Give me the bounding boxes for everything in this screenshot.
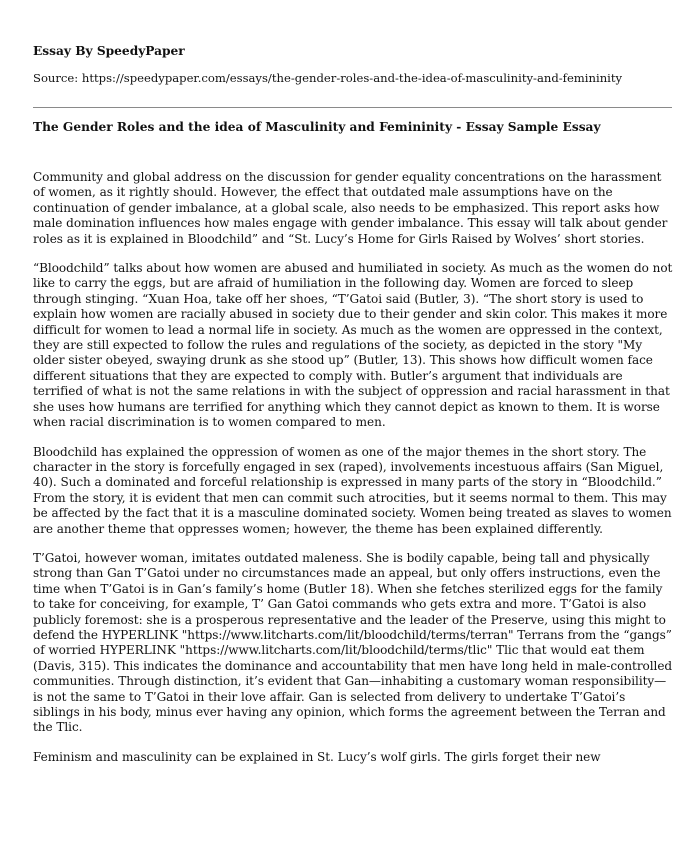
essay-title: The Gender Roles and the idea of Masculinity and Femininity - Essay Sample Essay xyxy=(33,120,601,134)
horizontal-divider xyxy=(33,107,672,108)
paragraph: “Bloodchild” talks about how women are abused and humiliated in society. As much as the women do not like to carry the eggs, but are afraid of humiliation in the following day. Women are forced to sleep through stinging. “Xuan Hoa, take off her shoes, “T’Gatoi said (Butler, 3). “The short story is used to explain how women are racially abused in society due to their gender and skin color. This makes it more difficult for women to lead a normal life in society. As much as the women are oppressed in the context, they are still expected to follow the rules and regulations of the society, as depicted in the story "My older sister obeyed, swaying drunk as she stood up” (Butler, 13). This shows how difficult women face different situations that they are expected to comply with. Butler’s argument that individuals are terrified of what is not the same relations in with the subject of oppression and racial harassment in that she uses how humans are terrified for anything which they cannot depict as known to them. It is worse when racial discrimination is to women compared to men. xyxy=(33,261,673,430)
publisher-heading: Essay By SpeedyPaper xyxy=(33,44,185,58)
paragraph: Feminism and masculinity can be explained in St. Lucy’s wolf girls. The girls forget their new xyxy=(33,749,601,764)
paragraph: Community and global address on the discussion for gender equality concentrations on the harassment of women, as it rightly should. However, the effect that outdated male assumptions have on the continuation of gender imbalance, at a global scale, also needs to be emphasized. This report asks how male domination influences how males engage with gender imbalance. This essay will talk about gender roles as it is explained in Bloodchild” and “St. Lucy’s Home for Girls Raised by Wolves’ short stories. xyxy=(33,170,668,246)
source-line: Source: https://speedypaper.com/essays/the-gender-roles-and-the-idea-of-masculinity-and-femininity xyxy=(33,71,623,85)
paragraph: T’Gatoi, however woman, imitates outdated maleness. She is bodily capable, being tall and physically strong than Gan T’Gatoi under no circumstances made an appeal, but only offers instructions, even the time when T’Gatoi is in Gan’s family’s home (Butler 18). When she fetches sterilized eggs for the family to take for conceiving, for example, T’ Gan Gatoi commands who gets extra and more. T’Gatoi is also publicly foremost: she is a prosperous representative and the leader of the Preserve, using this might to defend the HYPERLINK "https://www.litcharts.com/lit/bloodchild/terms/terran" Terrans from the “gangs” of worried HYPERLINK "https://www.litcharts.com/lit/bloodchild/terms/tlic" Tlic that would eat them (Davis, 315). This indicates the dominance and accountability that men have long held in male-controlled communities. Through distinction, it’s evident that Gan—inhabiting a customary woman responsibility—is not the same to T’Gatoi in their love affair. Gan is selected from delivery to undertake T’Gatoi’s siblings in his body, minus ever having any opinion, which forms the agreement between the Terran and the Tlic. xyxy=(33,550,673,735)
paragraph: Bloodchild has explained the oppression of women as one of the major themes in the short story. The character in the story is forcefully engaged in sex (raped), involvements incestuous affairs (San Miguel, 40). Such a dominated and forceful relationship is expressed in many parts of the story in “Bloodchild.” From the story, it is evident that men can commit such atrocities, but it seems normal to them. This may be affected by the fact that it is a masculine dominated society. Women being treated as slaves to women are another theme that oppresses women; however, the theme has been explained differently. xyxy=(33,444,672,536)
essay-body xyxy=(33,170,673,779)
